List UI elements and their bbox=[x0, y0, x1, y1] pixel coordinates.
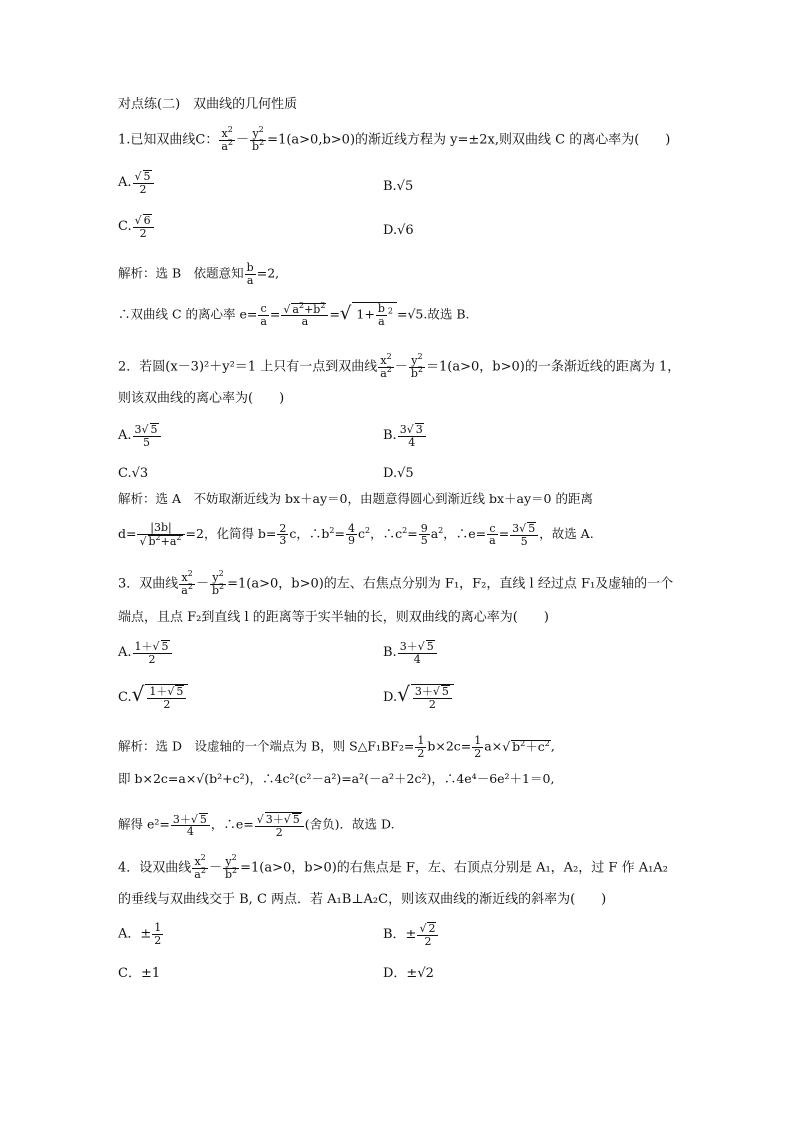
question-4-option-a: A．± $\frac{1}{2}$ bbox=[118, 921, 162, 947]
question-2-stem: 2．若圆(x－3)²＋y²＝1 上只有一点到双曲线 $\frac{x^2}{a^2}$ － $\frac{y^2}{b^2}$ ＝1(a>0，b>0)的一条渐近线的距离为 1， bbox=[118, 352, 681, 380]
question-4-option-c: C．±1 bbox=[118, 966, 161, 981]
question-4-stem-line-2: 的垂线与双曲线交于 B, C 两点．若 A₁B⊥A₂C，则该双曲线的渐近线的斜率为( ) bbox=[118, 892, 607, 907]
question-2-solution-line-2: d= |3b| √ $b^2+a^2$ =2，化简得 b= $\frac{2}{3}$ c，$\therefore b^2=$ $\frac{4}{9}$ $c^2$，$\therefore c^2=$ $\frac{9}{5}$ $a^2$，∴e= $\frac{c}{a}$ = $\frac{3√ 5}{5}$ ，故选 A. bbox=[118, 522, 594, 547]
question-1-stem: 1.已知双曲线C： $\frac{x^2}{a^2}$ － $\frac{y^2}{b^2}$ =1(a>0,b>0)的渐近线方程为 y=±2x,则双曲线 C 的离心率为( ) bbox=[118, 125, 671, 153]
question-2-stem-line-2: 则该双曲线的离心率为( ) bbox=[118, 391, 285, 406]
question-1-option-b: B.√5 bbox=[383, 179, 414, 194]
question-3-option-c: C.√ $\frac{1+√ 5}{2}$ bbox=[118, 684, 188, 710]
section-title: 对点练(二) 双曲线的几何性质 bbox=[118, 97, 298, 112]
question-1-option-d: D.√6 bbox=[383, 223, 414, 238]
question-3-option-d: D.√ $\frac{3+√ 5}{2}$ bbox=[383, 684, 454, 710]
question-1-option-c: C. √ $\frac{6}{2}$ bbox=[118, 214, 155, 239]
question-1-solution-line-2: ∴双曲线 C 的离心率 e= $\frac{c}{a}$ = √ $\frac{a^2+b^2}{a}$ =√ 1+ $\frac{b}{a}$ $^2$ =√5.故选 B. bbox=[118, 302, 469, 328]
question-1-solution-line-1: 解析：选 B 依题意知 $\frac{b}{a}$ =2, bbox=[118, 261, 280, 287]
question-3-stem: 3．双曲线 $\frac{x^2}{a^2}$ － $\frac{y^2}{b^2}$ =1(a>0，b>0)的左、右焦点分别为 F₁，F₂，直线 l 经过点 F₁及虚轴的一个 bbox=[118, 569, 674, 597]
question-4-stem: 4．设双曲线 $\frac{x^2}{a^2}$ － $\frac{y^2}{b^2}$ =1(a>0，b>0)的右焦点是 F，左、右顶点分别是 A₁，A₂，过 F 作 A₁A₂ bbox=[118, 853, 668, 881]
question-4-option-b: B．± √ $\frac{2}{2}$ bbox=[383, 922, 439, 947]
question-2-option-d: D.√5 bbox=[383, 466, 414, 481]
question-3-stem-line-2: 端点，且点 F₂到直线 l 的距离等于实半轴的长，则双曲线的离心率为( ) bbox=[118, 610, 549, 625]
question-3-option-b: B. $\frac{3+√ 5}{4}$ bbox=[383, 640, 438, 665]
question-2-option-b: B. $\frac{3√ 3}{4}$ bbox=[383, 423, 427, 448]
question-2-solution-line-1: 解析：选 A 不妨取渐近线为 bx＋ay＝0，由题意得圆心到渐近线 bx＋ay＝0 的距离 bbox=[118, 491, 593, 506]
question-3-solution-line-2: 即 b×2c=a×√(b²+c²)，∴4c²(c²－a²)=a²(－a²＋2c²)，∴4e⁴－6e²＋1＝0, bbox=[118, 771, 555, 786]
question-3-option-a: A. $\frac{1+√ 5}{2}$ bbox=[118, 640, 173, 665]
question-4-option-d: D．±√2 bbox=[383, 966, 434, 981]
question-1-option-a: A. √ $\frac{5}{2}$ bbox=[118, 170, 155, 195]
question-3-solution-line-3: 解得 e²= $\frac{3+√ 5}{4}$ ，∴e= √ $\frac{3+√ 5}{2}$ (舍负)．故选 D. bbox=[118, 812, 395, 838]
question-2-option-a: A. $\frac{3√ 5}{5}$ bbox=[118, 423, 162, 448]
question-3-solution-line-1: 解析：选 D 设虚轴的一个端点为 B，则 S△F₁BF₂= $\frac{1}{2}$ b×2c= $\frac{1}{2}$ a×√ $b^2+c^2$, bbox=[118, 735, 555, 759]
question-2-option-c: C.√3 bbox=[118, 466, 149, 481]
